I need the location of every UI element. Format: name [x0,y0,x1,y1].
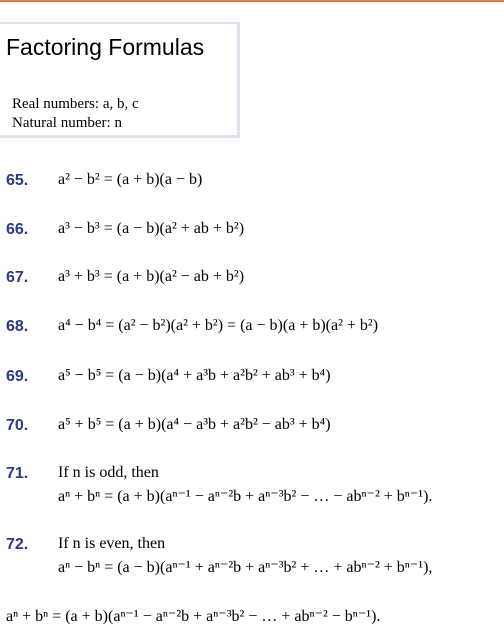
variables-real: Real numbers: a, b, c [12,96,139,112]
formula-condition: If n is odd, then [58,464,159,481]
variables-natural: Natural number: n [12,115,122,131]
formula-expression: a³ − b³ = (a − b)(a² + ab + b²) [58,220,245,237]
formula-expression: a² − b² = (a + b)(a − b) [58,171,203,188]
formula-number: 67. [6,269,29,286]
formula-number: 65. [6,172,29,189]
formula-number: 66. [6,221,29,238]
header-box [0,22,240,138]
formula-expression: a⁵ + b⁵ = (a + b)(a⁴ − a³b + a²b² − ab³ + b⁴) [58,416,331,433]
formula-condition: If n is even, then [58,535,166,552]
formula-expression-second: aⁿ + bⁿ = (a + b)(aⁿ⁻¹ − aⁿ⁻²b + aⁿ⁻³b² − … + abⁿ⁻² − bⁿ⁻¹). [6,608,381,625]
formula-expression: aⁿ − bⁿ = (a − b)(aⁿ⁻¹ + aⁿ⁻²b + aⁿ⁻³b² + … + abⁿ⁻² + bⁿ⁻¹), [58,559,433,576]
formula-number: 72. [6,536,29,553]
formula-number: 68. [6,318,29,335]
page-title: Factoring Formulas [6,34,205,60]
top-rule [0,0,504,2]
formula-expression: a³ + b³ = (a + b)(a² − ab + b²) [58,268,245,285]
formula-number: 71. [6,465,29,482]
formula-expression: a⁴ − b⁴ = (a² − b²)(a² + b²) = (a − b)(a + b)(a² + b²) [58,317,379,334]
formula-number: 70. [6,417,29,434]
formula-expression: a⁵ − b⁵ = (a − b)(a⁴ + a³b + a²b² + ab³ + b⁴) [58,367,331,384]
formula-number: 69. [6,368,29,385]
formula-expression: aⁿ + bⁿ = (a + b)(aⁿ⁻¹ − aⁿ⁻²b + aⁿ⁻³b² − … − abⁿ⁻² + bⁿ⁻¹). [58,488,433,505]
